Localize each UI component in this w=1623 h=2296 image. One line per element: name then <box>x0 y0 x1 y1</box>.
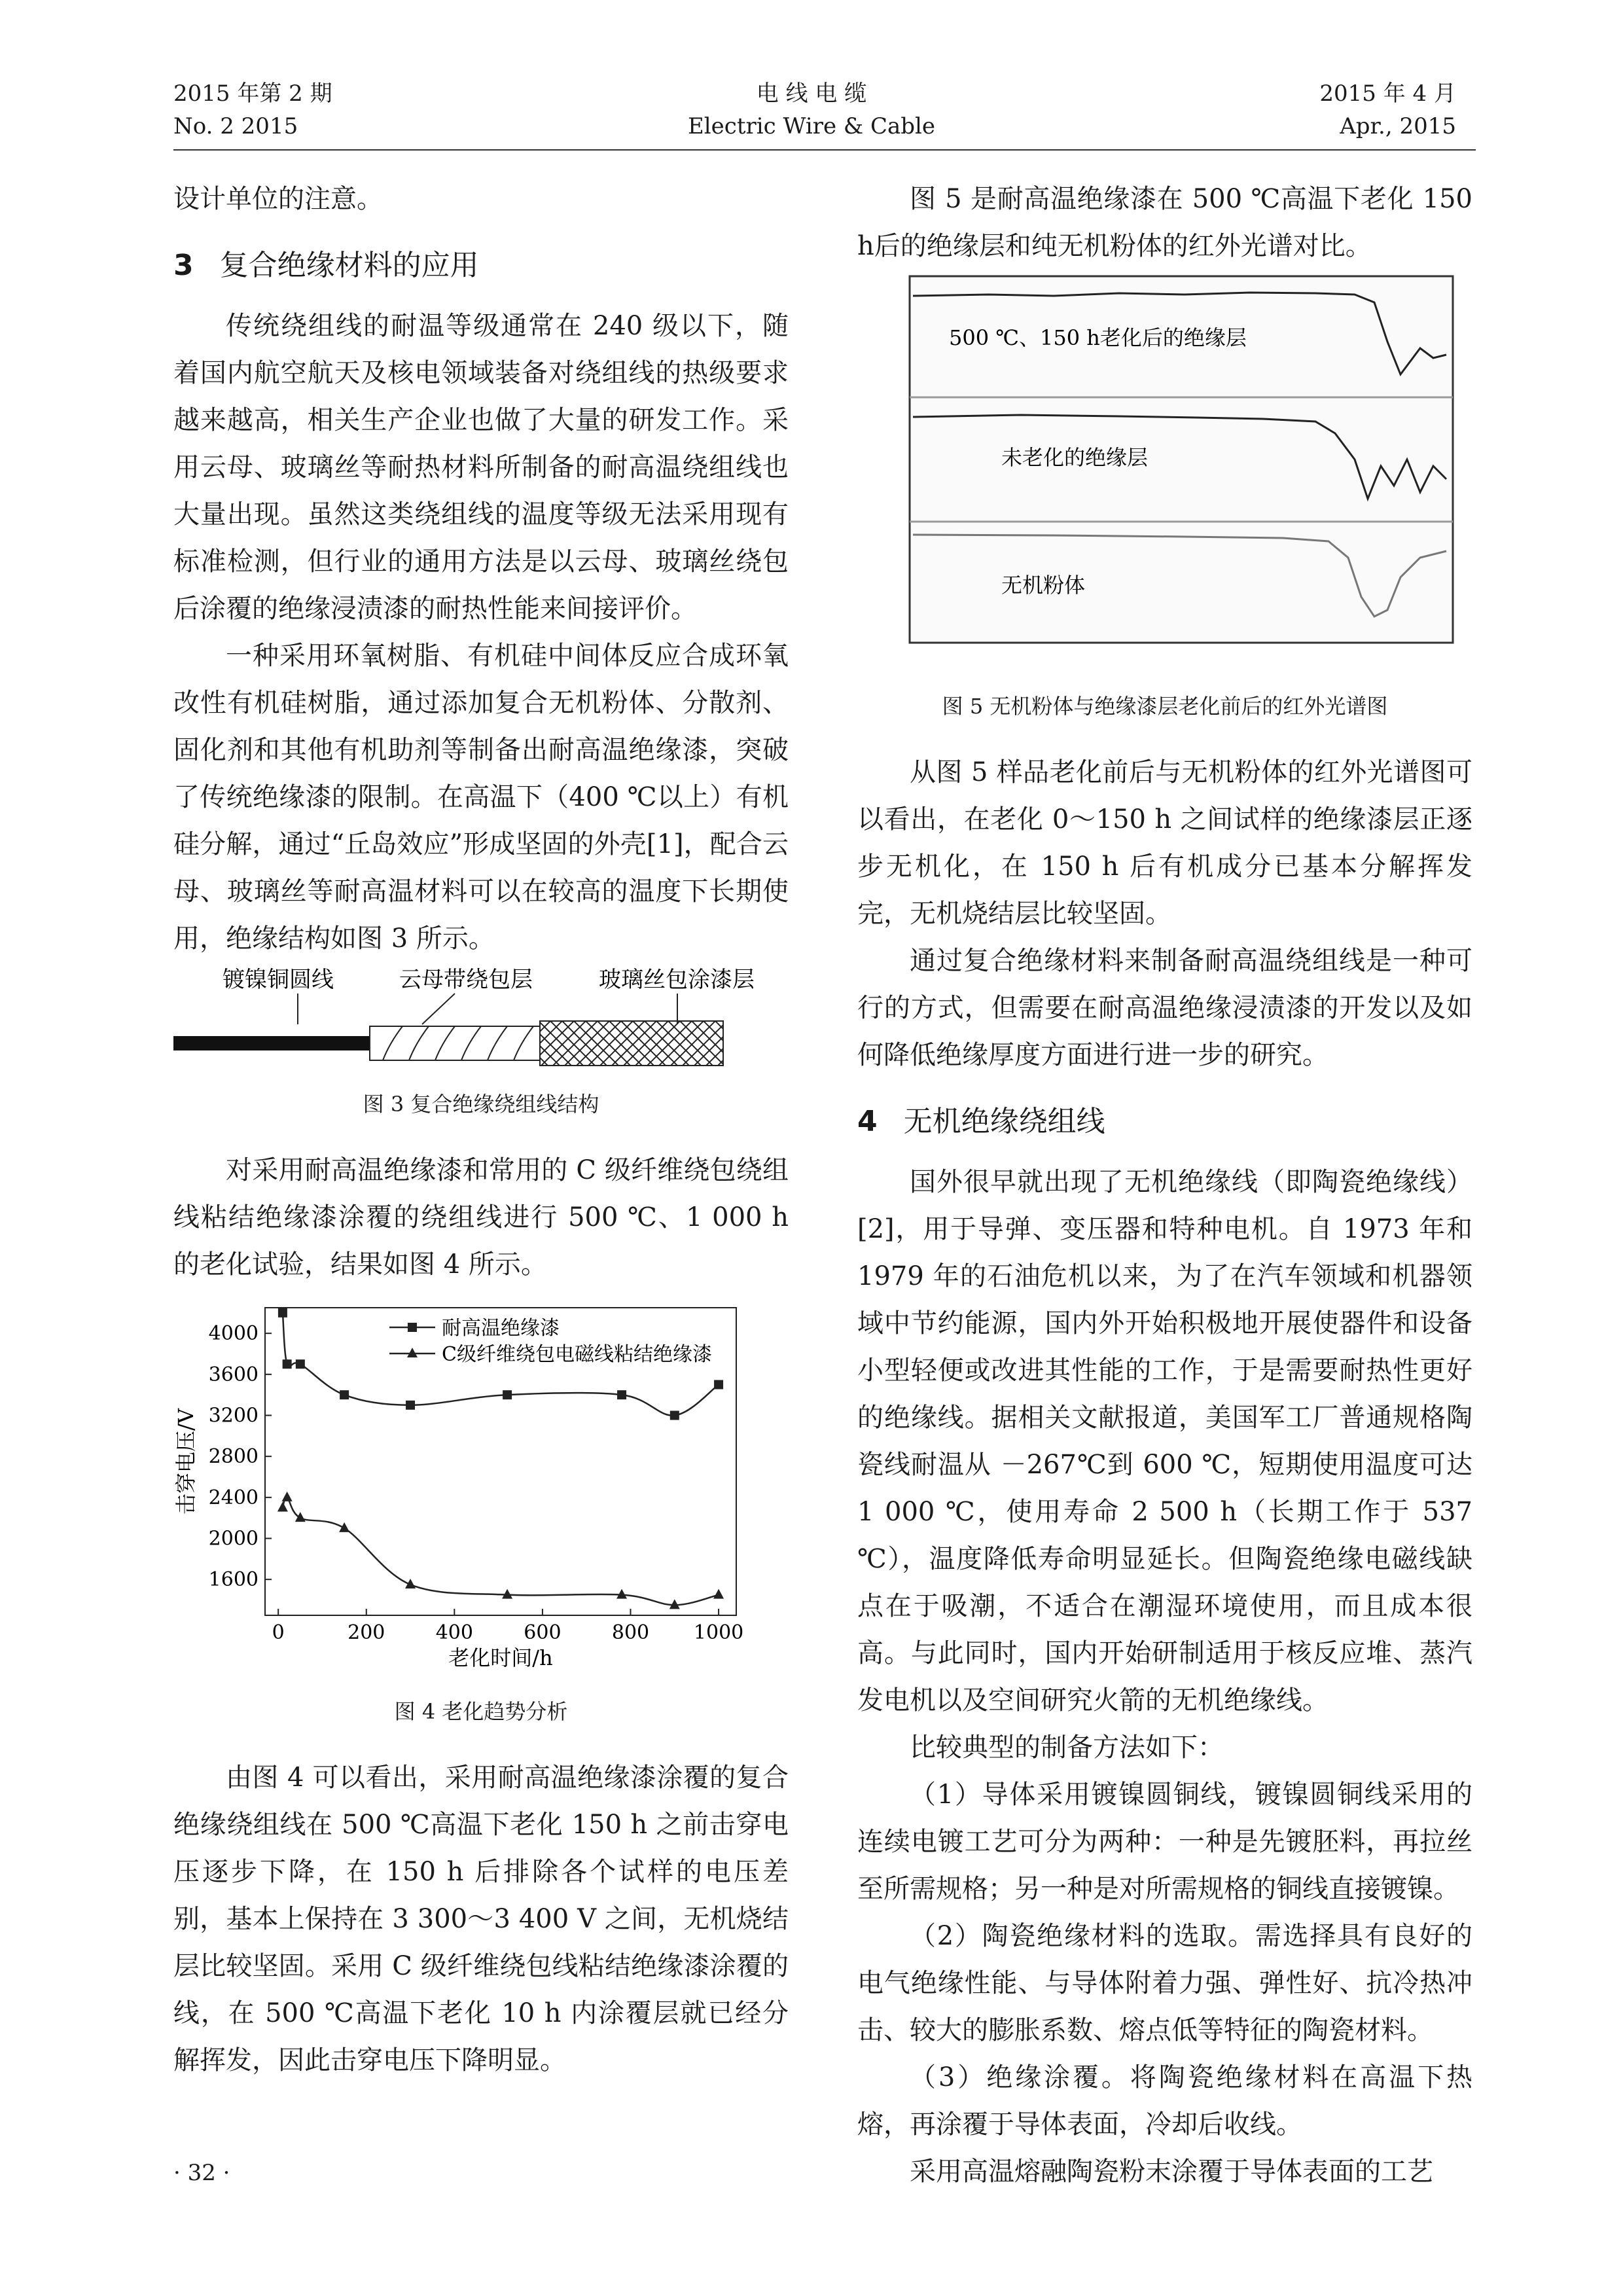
data-point-triangle <box>277 1502 288 1512</box>
header-issue-en: No. 2 2015 <box>173 113 298 139</box>
mica-layer-shape <box>370 1026 540 1060</box>
data-point-square <box>278 1308 287 1318</box>
wire-structure-diagram <box>173 962 789 1073</box>
header-date-en: Apr., 2015 <box>1340 113 1456 139</box>
paragraph: 国外很早就出现了无机绝缘线（即陶瓷绝缘线）[2]，用于导弹、变压器和特种电机。自 1973 年和 1979 年的石油危机以来，为了在汽车领域和机器领域中节约能源，国内外开始积极地开展使器件和设备小型轻便或改进其性能的工作，于是需要耐热性更好的绝缘线。据相关文献报道，美国军工厂普通规格陶瓷线耐温从 －267℃到 600 ℃，短期使用温度可达 1 000 ℃，使用寿命 2 500 h（长期工作于 537 ℃），温度降低寿命明显延长。但陶瓷绝缘电磁线缺点在于吸潮，不适合在潮湿环境使用，而且成本很高。与此同时，国内开始研制适用于核反应堆、蒸汽发电机以及空间研究火箭的无机绝缘线。 <box>857 1167 1472 1715</box>
paragraph: 采用高温熔融陶瓷粉末涂覆于导体表面的工艺 <box>910 2157 1433 2187</box>
header-date <box>1319 77 1456 143</box>
figure-3 <box>173 962 789 1121</box>
ir-spectrum-figure <box>857 270 1472 675</box>
data-point-triangle <box>339 1522 349 1532</box>
data-point-triangle <box>295 1512 306 1522</box>
x-tick-label: 0 <box>272 1621 285 1644</box>
right-column <box>857 175 1472 2195</box>
data-point-triangle <box>282 1492 293 1501</box>
x-tick-label: 400 <box>435 1621 473 1644</box>
glass-layer-label: 玻璃丝包涂漆层 <box>599 967 755 993</box>
data-point-square <box>283 1359 292 1369</box>
aging-trend-chart <box>173 1288 789 1681</box>
paragraph: 比较典型的制备方法如下： <box>910 1732 1224 1763</box>
section-title: 复合绝缘材料的应用 <box>219 249 479 282</box>
header-rule <box>173 149 1476 151</box>
section-heading-3 <box>173 242 789 289</box>
paragraph: 一种采用环氧树脂、有机硅中间体反应合成环氧改性有机硅树脂，通过添加复合无机粉体、分散剂、固化剂和其他有机助剂等制备出耐高温绝缘漆，突破了传统绝缘漆的限制。在高温下（400 ℃以上）有机硅分解，通过“丘岛效应”形成坚固的外壳[1]，配合云母、玻璃丝等耐高温材料可以在较高的温度下长期使用，绝缘结构如图 3 所示。 <box>173 641 789 954</box>
header-journal-en: Electric Wire & Cable <box>687 113 936 139</box>
header-journal-cn: 电 线 电 缆 <box>756 81 867 107</box>
data-point-square <box>340 1390 349 1399</box>
section-number: 4 <box>857 1105 878 1138</box>
conductor-label: 镀镍铜圆线 <box>223 967 334 993</box>
paragraph: 由图 4 可以看出，采用耐高温绝缘漆涂覆的复合绝缘绕组线在 500 ℃高温下老化 150 h 之前击穿电压逐步下降，在 150 h 后排除各个试样的电压差别，基本上保持在 3 300～3 400 V 之间，无机烧结层比较坚固。采用 C 级纤维绕包线粘结绝缘漆涂覆的线，在 500 ℃高温下老化 10 h 内涂覆层就已经分解挥发，因此击穿电压下降明显。 <box>173 1763 789 2075</box>
legend-label: 耐高温绝缘漆 <box>442 1317 560 1340</box>
spectrum-powder-label: 无机粉体 <box>1001 573 1086 598</box>
glass-layer-shape <box>540 1021 723 1066</box>
legend-marker <box>407 1348 418 1357</box>
series-line <box>283 1498 719 1605</box>
figure-caption: 图 3 复合绝缘绕组线结构 <box>363 1092 599 1117</box>
data-point-triangle <box>713 1589 724 1599</box>
section-heading-4 <box>857 1098 1472 1145</box>
header-issue-cn: 2015 年第 2 期 <box>173 81 332 107</box>
paragraph: （2）陶瓷绝缘材料的选取。需选择具有良好的电气绝缘性能、与导体附着力强、弹性好、抗冷热冲击、较大的膨胀系数、熔点低等特征的陶瓷材料。 <box>857 1921 1472 2045</box>
mica-layer-label: 云母带绕包层 <box>399 967 533 993</box>
data-point-square <box>296 1359 305 1369</box>
section-number: 3 <box>173 249 194 282</box>
figure-caption: 图 5 无机粉体与绝缘漆层老化前后的红外光谱图 <box>942 694 1388 719</box>
conductor-shape <box>173 1036 370 1050</box>
y-tick-label: 2800 <box>208 1445 259 1469</box>
figure-5 <box>857 270 1472 723</box>
x-tick-label: 200 <box>348 1621 385 1644</box>
data-point-square <box>406 1401 415 1410</box>
spectrum-aged-label: 500 ℃、150 h老化后的绝缘层 <box>949 325 1247 350</box>
paragraph: 设计单位的注意。 <box>173 184 383 214</box>
paragraph: 传统绕组线的耐温等级通常在 240 级以下，随着国内航空航天及核电领域装备对绕组线的热级要求越来越高，相关生产企业也做了大量的研发工作。采用云母、玻璃丝等耐热材料所制备的耐高温绕组线也大量出现。虽然这类绕组线的温度等级无法采用现有标准检测，但行业的通用方法是以云母、玻璃丝绕包后涂覆的绝缘浸渍漆的耐热性能来间接评价。 <box>173 311 789 624</box>
y-axis-label: 击穿电压/V <box>173 1408 198 1515</box>
data-point-square <box>714 1380 723 1390</box>
data-point-square <box>670 1411 679 1420</box>
paragraph: 对采用耐高温绝缘漆和常用的 C 级纤维绕包绕组线粘结绝缘漆涂覆的绕组线进行 500 ℃、1 000 h 的老化试验，结果如图 4 所示。 <box>173 1155 789 1280</box>
spectrum-unaged-label: 未老化的绝缘层 <box>1001 445 1149 470</box>
figure-4 <box>173 1288 789 1728</box>
y-tick-label: 3600 <box>208 1363 259 1386</box>
y-tick-label: 1600 <box>208 1568 259 1592</box>
paragraph: （1）导体采用镀镍圆铜线，镀镍圆铜线采用的连续电镀工艺可分为两种：一种是先镀胚料，再拉丝至所需规格；另一种是对所需规格的铜线直接镀镍。 <box>857 1780 1472 1904</box>
x-axis-label: 老化时间/h <box>448 1645 553 1670</box>
y-tick-label: 4000 <box>208 1322 259 1346</box>
header-date-cn: 2015 年 4 月 <box>1319 81 1456 107</box>
paragraph: 图 5 是耐高温绝缘漆在 500 ℃高温下老化 150 h后的绝缘层和纯无机粉体的红外光谱对比。 <box>857 184 1472 261</box>
paragraph: 通过复合绝缘材料来制备耐高温绕组线是一种可行的方式，但需要在耐高温绝缘浸渍漆的开发以及如何降低绝缘厚度方面进行进一步的研究。 <box>857 946 1472 1070</box>
x-tick-label: 1000 <box>693 1621 744 1644</box>
y-tick-label: 2000 <box>208 1527 259 1551</box>
paragraph: 从图 5 样品老化前后与无机粉体的红外光谱图可以看出，在老化 0～150 h 之间试样的绝缘漆层正逐步无机化，在 150 h 后有机成分已基本分解挥发完，无机烧结层比较坚固。 <box>857 757 1472 929</box>
paragraph: （3）绝缘涂覆。将陶瓷绝缘材料在高温下热熔，再涂覆于导体表面，冷却后收线。 <box>857 2062 1472 2140</box>
legend-label: C级纤维绕包电磁线粘结绝缘漆 <box>442 1343 712 1366</box>
section-title: 无机绝缘绕组线 <box>903 1105 1105 1138</box>
y-tick-label: 2400 <box>208 1486 259 1509</box>
data-point-triangle <box>502 1589 512 1599</box>
legend-marker <box>408 1323 417 1332</box>
x-tick-label: 800 <box>611 1621 650 1644</box>
left-column <box>173 175 789 2084</box>
page-number: · 32 · <box>173 2160 230 2186</box>
data-point-square <box>617 1390 626 1399</box>
x-tick-label: 600 <box>524 1621 562 1644</box>
data-point-square <box>503 1390 512 1399</box>
figure-caption: 图 4 老化趋势分析 <box>394 1699 568 1724</box>
y-tick-label: 3200 <box>208 1404 259 1427</box>
